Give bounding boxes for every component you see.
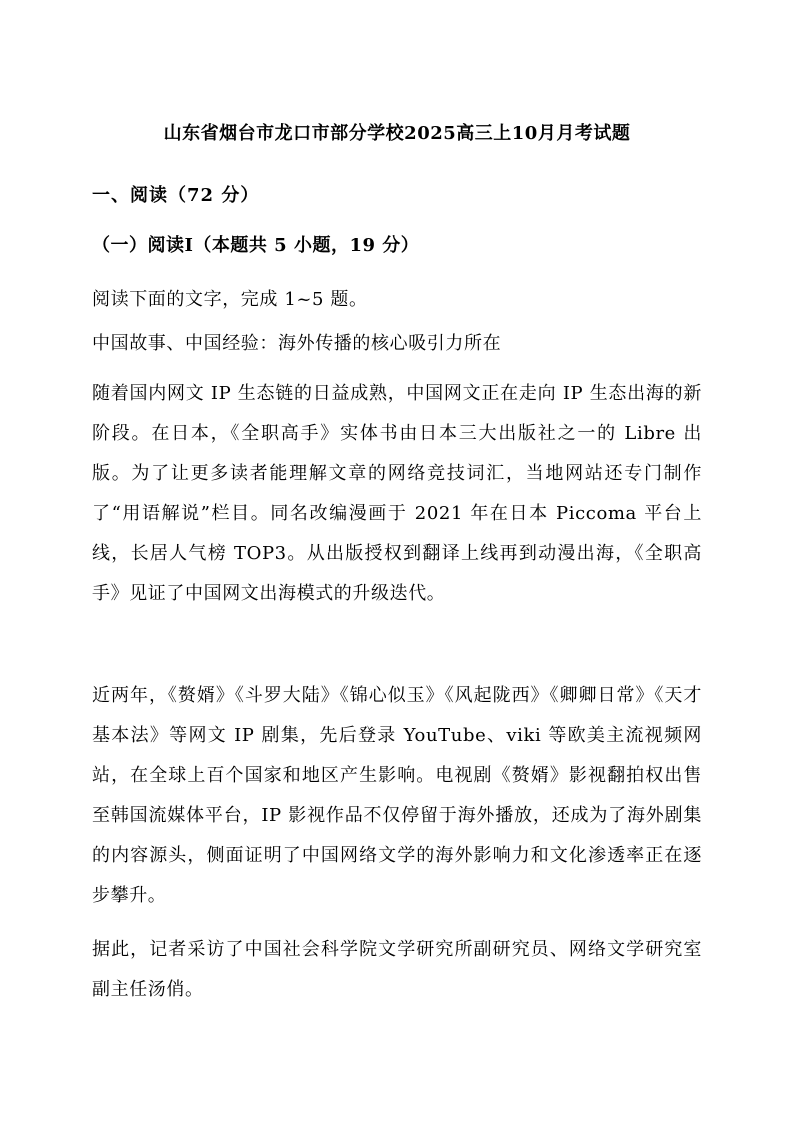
article-title: 中国故事、中国经验：海外传播的核心吸引力所在 [92,333,502,354]
page-title: 山东省烟台市龙口市部分学校2025高三上10月月考试题 [163,123,631,144]
paragraph: 近两年，《赘婿》《斗罗大陆》《锦心似玉》《风起陇西》《卿卿日常》《天才基本法》等网文 IP 剧集，先后登录 YouTube、viki 等欧美主流视频网站，在全球上百个国家和地区产生影响。电视剧《赘婿》影视翻拍权出售至韩国流媒体平台，IP 影视作品不仅停留于海外播放，还成为了海外剧集的内容源头，侧面证明了中国网络文学的海外影响力和文化渗透率正在逐步攀升。 [92,685,702,906]
subsection-heading: （一）阅读Ⅰ（本题共 5 小题，19 分） [92,235,420,256]
instruction-text: 阅读下面的文字，完成 1~5 题。 [92,289,368,310]
section-heading: 一、阅读（72 分） [92,185,260,206]
paragraph: 据此，记者采访了中国社会科学院文学研究所副研究员、网络文学研究室副主任汤俏。 [92,939,702,1000]
paragraph: 随着国内网文 IP 生态链的日益成熟，中国网文正在走向 IP 生态出海的新阶段。在日本，《全职高手》实体书由日本三大出版社之一的 Libre 出版。为了让更多读者能理解文章的网络竞技词汇，当地网站还专门制作了“用语解说”栏目。同名改编漫画于 2021 年在日本 Piccoma 平台上线，长居人气榜 TOP3。从出版授权到翻译上线再到动漫出海，《全职高手》见证了中国网文出海模式的升级迭代。 [92,383,702,604]
